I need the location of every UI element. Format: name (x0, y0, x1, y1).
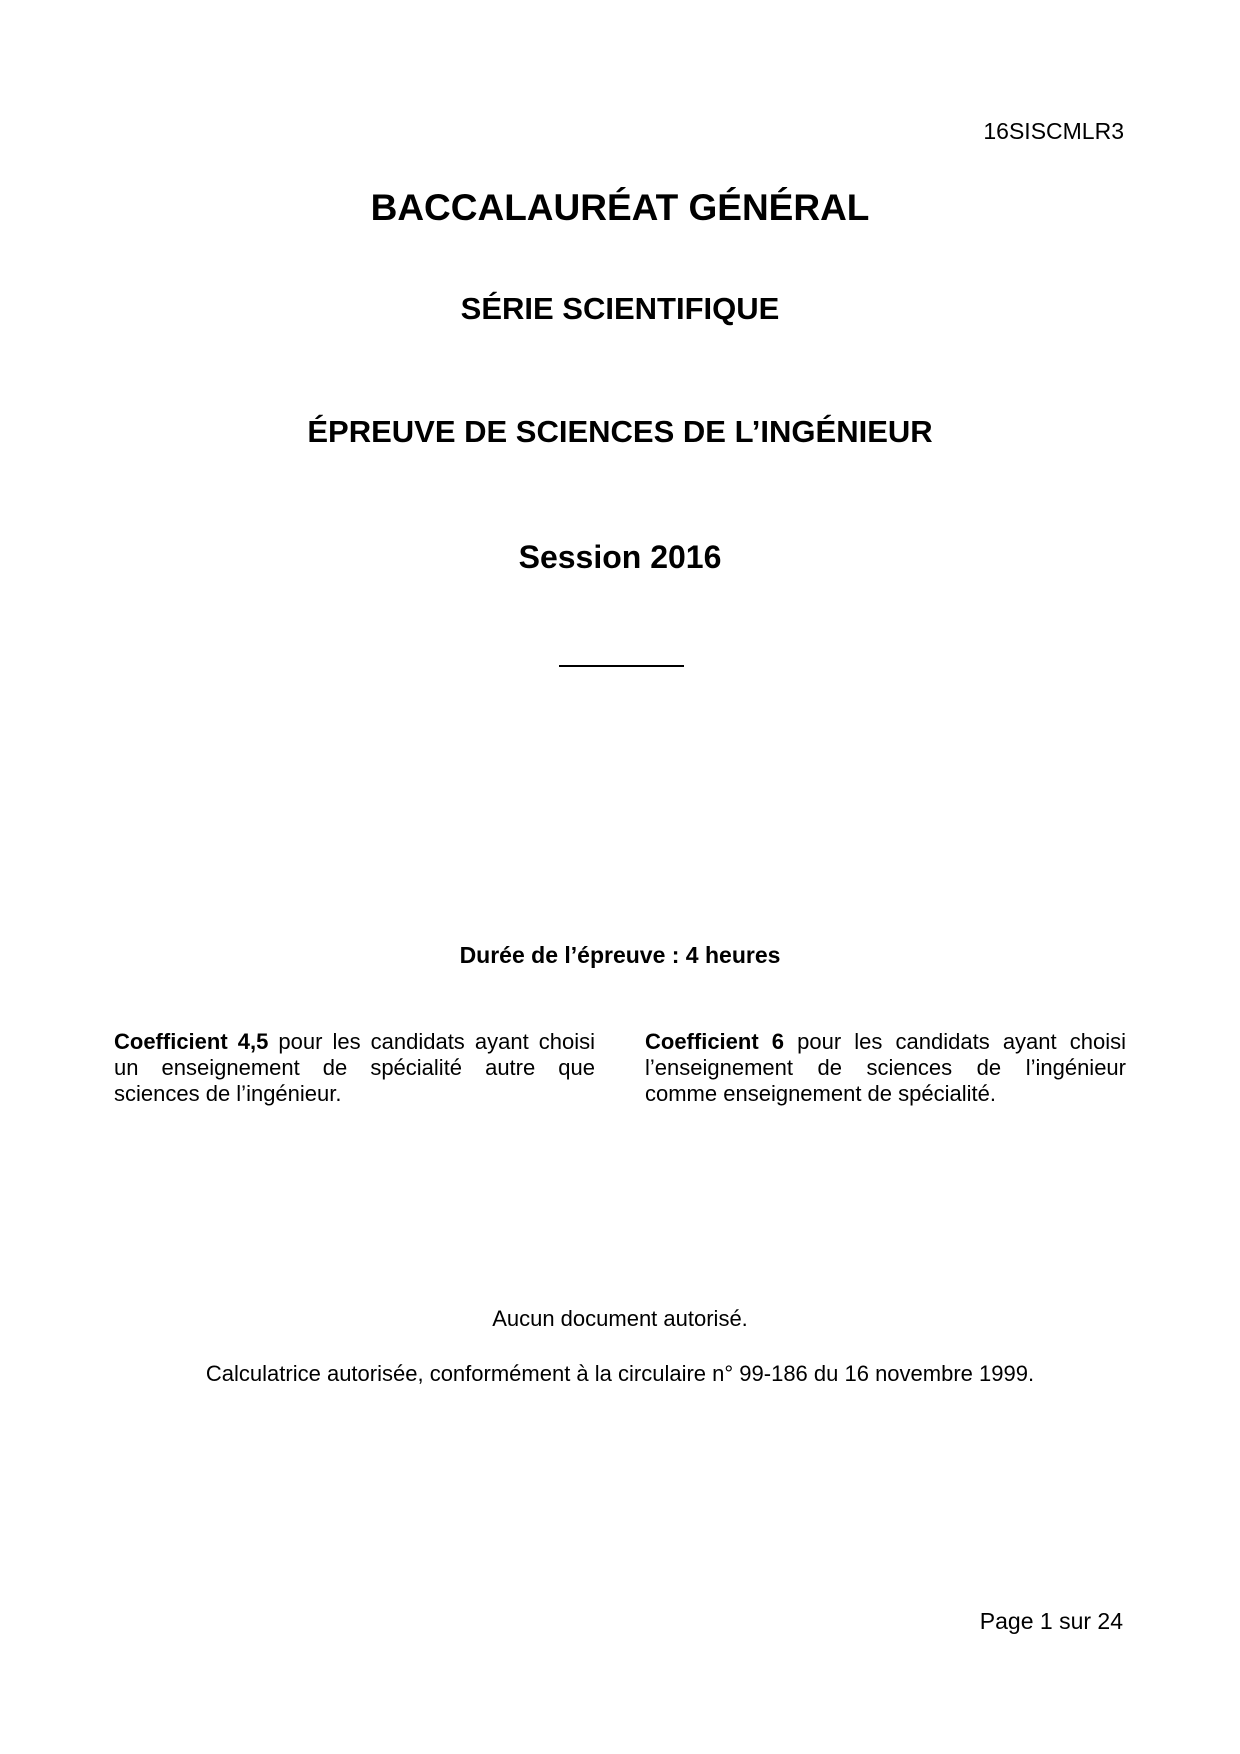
exam-subject-title: ÉPREUVE DE SCIENCES DE L’INGÉNIEUR (307, 414, 933, 449)
page-number: Page 1 sur 24 (979, 1608, 1123, 1634)
coefficient-label: Coefficient 6 (645, 1029, 785, 1054)
calculator-note: Calculatrice autorisée, conformément à la circulaire n° 99-186 du 16 novembre 1999. (205, 1361, 1035, 1386)
separator-line (559, 665, 684, 667)
exam-duration: Durée de l’épreuve : 4 heures (459, 942, 781, 968)
coefficient-label: Coefficient 4,5 (114, 1029, 269, 1054)
reference-code: 16SISCMLR3 (983, 118, 1124, 144)
coefficient-description: pour les candidats ayant choisi l’enseignement de sciences de l’ingénieur comme enseignement de spécialité. (645, 1029, 1126, 1106)
session-title: Session 2016 (518, 539, 722, 575)
series-title: SÉRIE SCIENTIFIQUE (460, 291, 780, 326)
coefficient-description: pour les candidats ayant choisi un enseignement de spécialité autre que sciences de l’ingénieur. (114, 1029, 595, 1106)
documents-note: Aucun document autorisé. (492, 1306, 748, 1331)
exam-title: BACCALAURÉAT GÉNÉRAL (370, 187, 870, 228)
coefficient-block-6 (645, 1029, 1126, 1107)
coefficient-block-4-5 (114, 1029, 595, 1107)
